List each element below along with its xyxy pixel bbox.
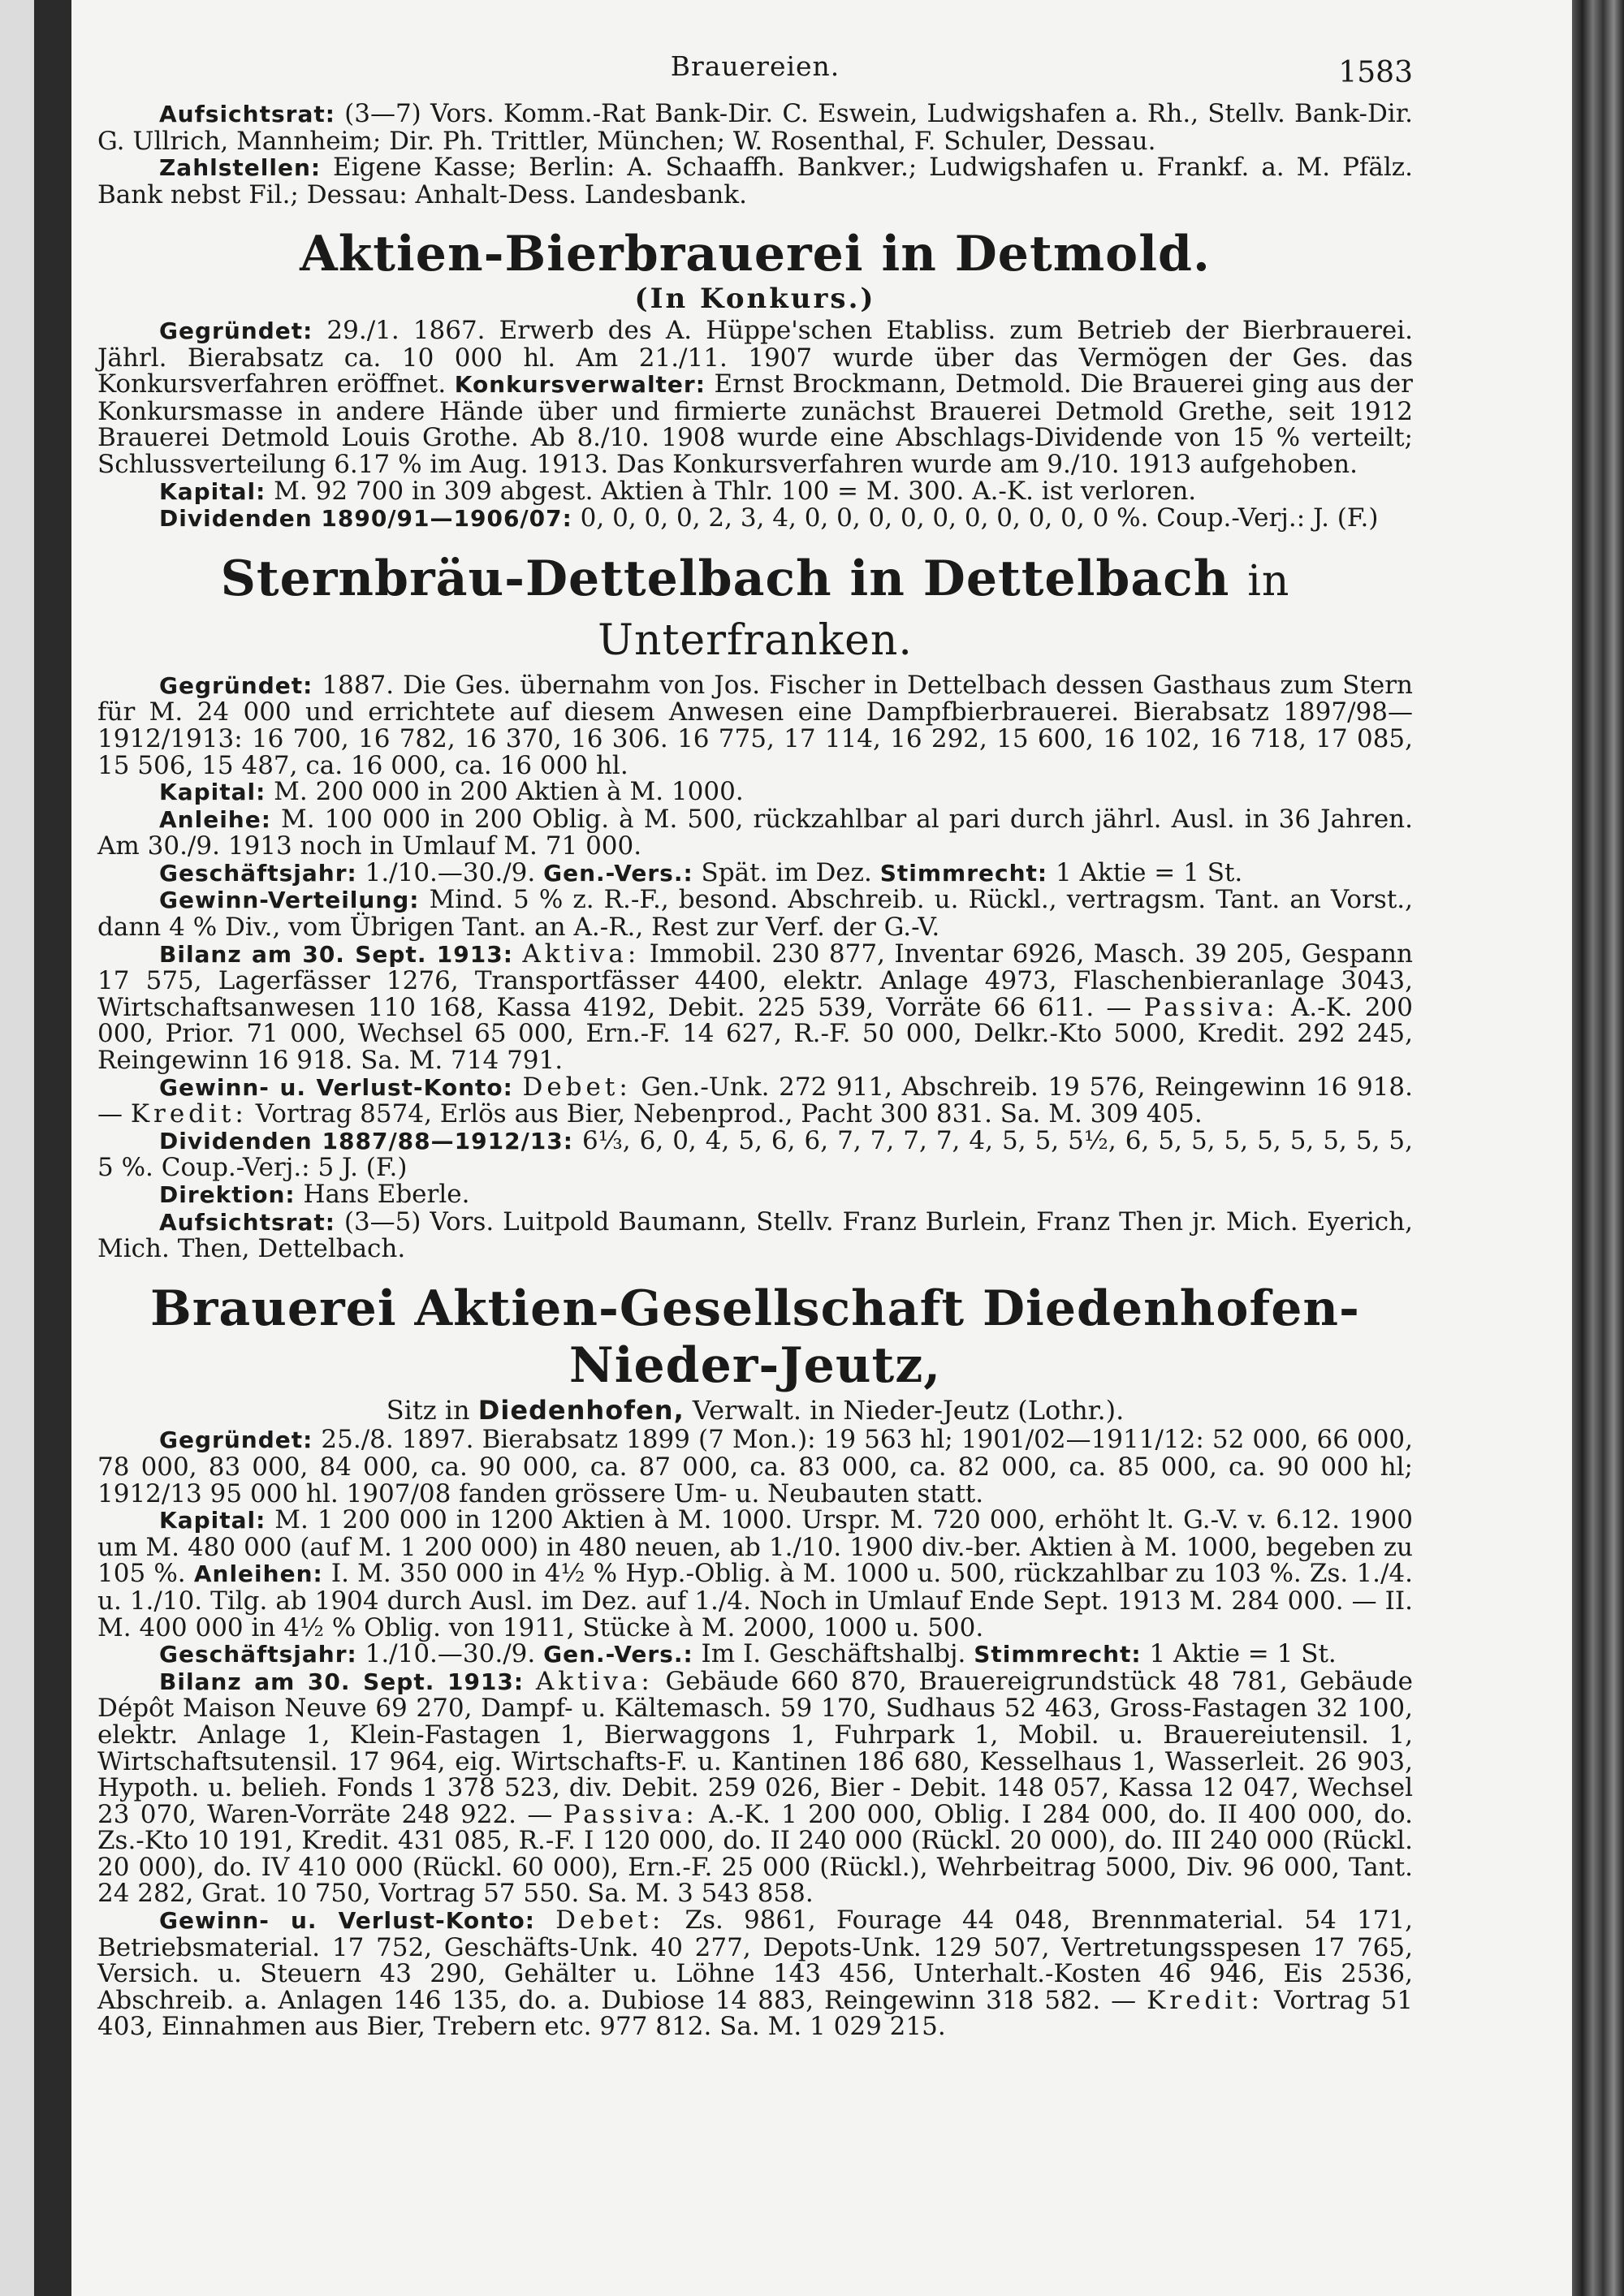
text: 1 Aktie = 1 St. [1149,1639,1337,1669]
stern-dividenden [97,1125,1414,1183]
label: Gewinn-Verteilung: [159,887,420,914]
label: Anleihen: [193,1560,323,1588]
running-header [97,49,1413,101]
label: Bilanz am 30. Sept. 1913: [159,940,513,968]
text: M. 100 000 in 200 Oblig. à M. 500, rückzahlbar al pari durch jährl. Ausl. in 36 Jahren. Am 30./9. 1913 noch in Umlauf M. 71 000. [97,804,1414,861]
died-bilanz [97,1668,1413,1907]
stern-aufsichtsrat [97,1206,1413,1264]
text: 25./8. 1897. Bierabsatz 1899 (7 Mon.): 19 563 hl; 1901/02—1911/12: 52 000, 66 000, 78 000, 83 000, 84 000, ca. 90 000, ca. 87 000, ca. 83 000, ca. 82 000, ca. 85 000, ca. 90 000 hl; 1912/13 95 000 hl. 1907/08 fanden grössere Um- u. Neubauten statt. [97,1425,1414,1508]
text: 0, 0, 0, 0, 2, 3, 4, 0, 0, 0, 0, 0, 0, 0, 0, 0, 0 %. Coup.-Verj.: J. (F.) [580,503,1379,533]
text: Vortrag 8574, Erlös aus Bier, Nebenprod., Pacht 300 831. Sa. M. 309 405. [255,1099,1203,1129]
company-title-sternbraeu [97,550,1413,669]
stern-anleihe [97,806,1413,860]
label: Gegründet: [159,317,313,344]
label: Geschäftsjahr: [159,1641,357,1668]
text: Immobil. 230 877, Inventar 6926, Masch. 39 205, Gespann 17 575, Lagerfässer 1276, Transportfässer 4400, elektr. Anlage 4973, Flaschenbieranlage 3043, Wirtschaftsanwesen 110 168, Kassa 4192, Debit. 225 539, Vorräte 66 611. — [97,939,1413,1022]
binding-shadow-left [34,0,71,2296]
status-konkurs: (In Konkurs.) [634,283,876,316]
label: Bilanz am 30. Sept. 1913: [159,1668,525,1695]
title-suffix: in Unterfranken. [598,556,1290,665]
text: Vortrag 51 403, Einnahmen aus Bier, Trebern etc. 977 812. Sa. M. 1 029 215. [97,1985,1414,2042]
text: M. 200 000 in 200 Aktien à M. 1000. [274,777,744,807]
text: M. 92 700 in 309 abgest. Aktien à Thlr. 100 = M. 300. A.-K. ist verloren. [274,476,1197,506]
label: Dividenden 1890/91—1906/07: [159,505,572,533]
running-title: Brauereien. [670,50,840,82]
died-gegruendet [97,1426,1413,1507]
debet-word: Debet: [522,1072,632,1102]
text: 6⅓, 6, 0, 4, 5, 6, 6, 7, 7, 7, 7, 4, 5, 5, 5½, 6, 5, 5, 5, 5, 5, 5, 5, 5, 5 %. Coup.-Verj.: 5 J. (F.) [97,1125,1414,1183]
label: Kapital: [159,779,266,806]
label: Kapital: [159,1507,266,1534]
label: Gegründet: [159,1426,313,1454]
label: Gewinn- u. Verlust-Konto: [159,1073,513,1101]
label: Gen.-Vers.: [543,859,693,887]
company-title-diedenhofen: Brauerei Aktien-Gesellschaft Diedenhofen-Nieder-Jeutz, [150,1280,1360,1394]
text: Gen.-Unk. 272 911, Abschreib. 19 576, Reingewinn 16 918. — [97,1072,1413,1129]
stern-gegruendet [97,672,1413,779]
stern-kapital [97,779,1413,806]
company-title-detmold: Aktien-Bierbrauerei in Detmold. [300,226,1211,283]
top-zahlstellen [97,154,1413,208]
text: 1887. Die Ges. übernahm von Jos. Fischer in Dettelbach dessen Gasthaus zum Stern für M. 24 000 und errichtete auf diesem Anwesen eine Dampfbierbrauerei. Bierabsatz 1897/98—1912/1913: 16 700, 16 782, 16 370, 16 306. 16 775, 17 114, 16 292, 15 600, 16 102, 16 718, 17 085, 15 506, 15 487, ca. 16 000, ca. 16 000 hl. [97,670,1414,780]
label: Zahlstellen: [159,154,322,182]
text: Eigene Kasse; Berlin: A. Schaaffh. Bankver.; Ludwigshafen u. Frankf. a. M. Pfälz. Bank nebst Fil.; Dessau: Anhalt-Dess. Landesbank. [97,153,1413,209]
sitz-pre: Sitz in [386,1394,470,1426]
text: A.-K. 1 200 000, Oblig. I 284 000, do. II 400 000, do. Zs.-Kto 10 191, Kredit. 431 085, R.-F. I 120 000, do. II 240 000 (Rückl. 20 000), do. III 240 000 (Rückl. 20 000), do. IV 410 000 (Rückl. 60 000), Ern.-F. 25 000 (Rückl.), Wehrbeitrag 5000, Div. 96 000, Tant. 24 282, Grat. 10 750, Vortrag 57 550. Sa. M. 3 543 858. [97,1799,1413,1909]
text: Gebäude 660 870, Brauereigrundstück 48 781, Gebäude Dépôt Maison Neuve 69 270, Dampf- u. Kältemasch. 59 170, Sudhaus 52 463, Gross-Fastagen 32 100, elektr. Anlage 1, Klein-Fastagen 1, Bierwaggons 1, Fuhrpark 1, Mobil. u. Brauereiutensil. 1, Wirtschaftsutensil. 17 964, eig. Wirtschafts-F. u. Kantinen 186 680, Kesselhaus 1, Wasserleit. 26 903, Hypoth. u. belieh. Fonds 1 378 523, div. Debit. 259 026, Bier - Debit. 148 057, Kassa 12 047, Wechsel 23 070, Waren-Vorräte 248 922. — [97,1666,1413,1829]
text: I. M. 350 000 in 4½ % Hyp.-Oblig. à M. 1000 u. 500, rückzahlbar zu 103 %. Zs. 1./4. u. 1./10. Tilg. ab 1904 durch Ausl. im Dez. auf 1./4. Noch in Umlauf Ende Sept. 1913 M. 284 000. — II. M. 400 000 in 4½ % Oblig. von 1911, Stücke à M. 2000, 1000 u. 500. [97,1559,1414,1642]
debet-word: Debet: [555,1905,665,1936]
detmold-kapital [97,478,1413,506]
label: Konkursverwalter: [454,371,706,399]
died-geschaeftsjahr [97,1641,1413,1668]
sitz-ort: Diedenhofen, [477,1394,685,1426]
detmold-gegruendet [97,317,1413,478]
title-main: Sternbräu-Dettelbach in Dettelbach [220,550,1230,607]
died-guv [97,1907,1413,2040]
label: Anleihe: [159,805,271,833]
text: Im I. Geschäftshalbj. [701,1639,966,1669]
label: Aufsichtsrat: [159,101,335,127]
label: Stimmrecht: [879,859,1048,887]
text: (3—5) Vors. Luitpold Baumann, Stellv. Franz Burlein, Franz Then jr. Mich. Eyerich, Mich. Then, Dettelbach. [97,1206,1413,1264]
label: Aufsichtsrat: [159,1208,335,1236]
label: Gegründet: [159,671,313,699]
text: 29./1. 1867. Erwerb des A. Hüppe'schen Etabliss. zum Betrieb der Bierbrauerei. Jährl. Bierabsatz ca. 10 000 hl. Am 21./11. 1907 wurde über das Vermögen der Ges. das Konkursverfahren eröffnet. [97,315,1413,399]
text: 1./10.—30./9. [365,857,536,887]
text: M. 1 200 000 in 1200 Aktien à M. 1000. Urspr. M. 720 000, erhöht lt. G.-V. v. 6.12. 1900 um M. 480 000 (auf M. 1 200 000) in 480 neuen, ab 1./10. 1900 div.-ber. Aktien à M. 1000, begeben zu 105 %. [97,1505,1413,1589]
label: Gen.-Vers.: [543,1641,693,1668]
stern-guv [97,1074,1413,1128]
label: Geschäftsjahr: [159,859,357,887]
label: Kapital: [159,477,266,505]
text: Spät. im Dez. [701,857,872,887]
text: A.-K. 200 000, Prior. 71 000, Wechsel 65 000, Ern.-F. 14 627, R.-F. 50 000, Delkr.-Kto 5000, Kredit. 292 245, Reingewinn 16 918. Sa. M. 714 791. [97,992,1413,1076]
page-body [97,49,1413,2040]
text: Ernst Brockmann, Detmold. Die Brauerei ging aus der Konkursmasse in andere Hände über und firmierte zunächst Brauerei Detmold Grethe, seit 1912 Brauerei Detmold Louis Grothe. Ab 8./10. 1908 wurde eine Abschlags-Dividende von 15 % verteilt; Schlussverteilung 6.17 % im Aug. 1913. Das Konkursverfahren wurde am 9./10. 1913 aufgehoben. [97,369,1413,479]
text: 1 Aktie = 1 St. [1055,857,1243,887]
kredit-word: Kredit: [130,1099,248,1129]
text: Mind. 5 % z. R.-F., besond. Abschreib. u. Rückl., vertragsm. Tant. an Vorst., dann 4 % Div., vom Übrigen Tant. an A.-R., Rest zur Verf. der G.-V. [97,885,1413,943]
passiva-word: Passiva: [563,1799,698,1829]
aktiva-word: Aktiva: [522,939,641,969]
detmold-dividenden [97,505,1413,533]
diedenhofen-sitz [97,1394,1413,1426]
label: Gewinn- u. Verlust-Konto: [159,1907,535,1935]
top-aufsichtsrat [97,101,1413,154]
text: Hans Eberle. [303,1180,470,1209]
text: 1./10.—30./9. [365,1639,536,1669]
label: Direktion: [159,1181,296,1208]
stern-direktion [97,1181,1413,1209]
stern-bilanz [97,941,1413,1074]
label: Dividenden 1887/88—1912/13: [159,1127,573,1154]
page-number: 1583 [1338,56,1413,89]
stern-gewinnverteilung [97,885,1413,943]
kredit-word: Kredit: [1147,1985,1264,2015]
label: Stimmrecht: [974,1641,1142,1668]
text: Zs. 9861, Fourage 44 048, Brennmaterial. 54 171, Betriebsmaterial. 17 752, Geschäfts-Unk. 40 277, Depots-Unk. 129 507, Vertretungsspesen 17 765, Versich. u. Steuern 43 290, Gehälter u. Löhne 143 456, Unterhalt.-Kosten 46 946, Eis 2536, Abschreib. a. Anlagen 146 135, do. a. Dubiose 14 883, Reingewinn 318 582. — [97,1905,1414,2015]
passiva-word: Passiva: [1143,992,1279,1022]
page-edge-left [0,0,34,2296]
stern-geschaeftsjahr [97,857,1413,887]
sitz-post: Verwalt. in Nieder-Jeutz (Lothr.). [692,1394,1125,1426]
aktiva-word: Aktiva: [535,1666,654,1696]
binding-shadow-right [1572,0,1624,2296]
text: (3—7) Vors. Komm.-Rat Bank-Dir. C. Eswein, Ludwigshafen a. Rh., Stellv. Bank-Dir. G. Ullrich, Mannheim; Dir. Ph. Trittler, München; W. Rosenthal, F. Schuler, Dessau. [97,99,1413,156]
died-kapital [97,1507,1413,1641]
